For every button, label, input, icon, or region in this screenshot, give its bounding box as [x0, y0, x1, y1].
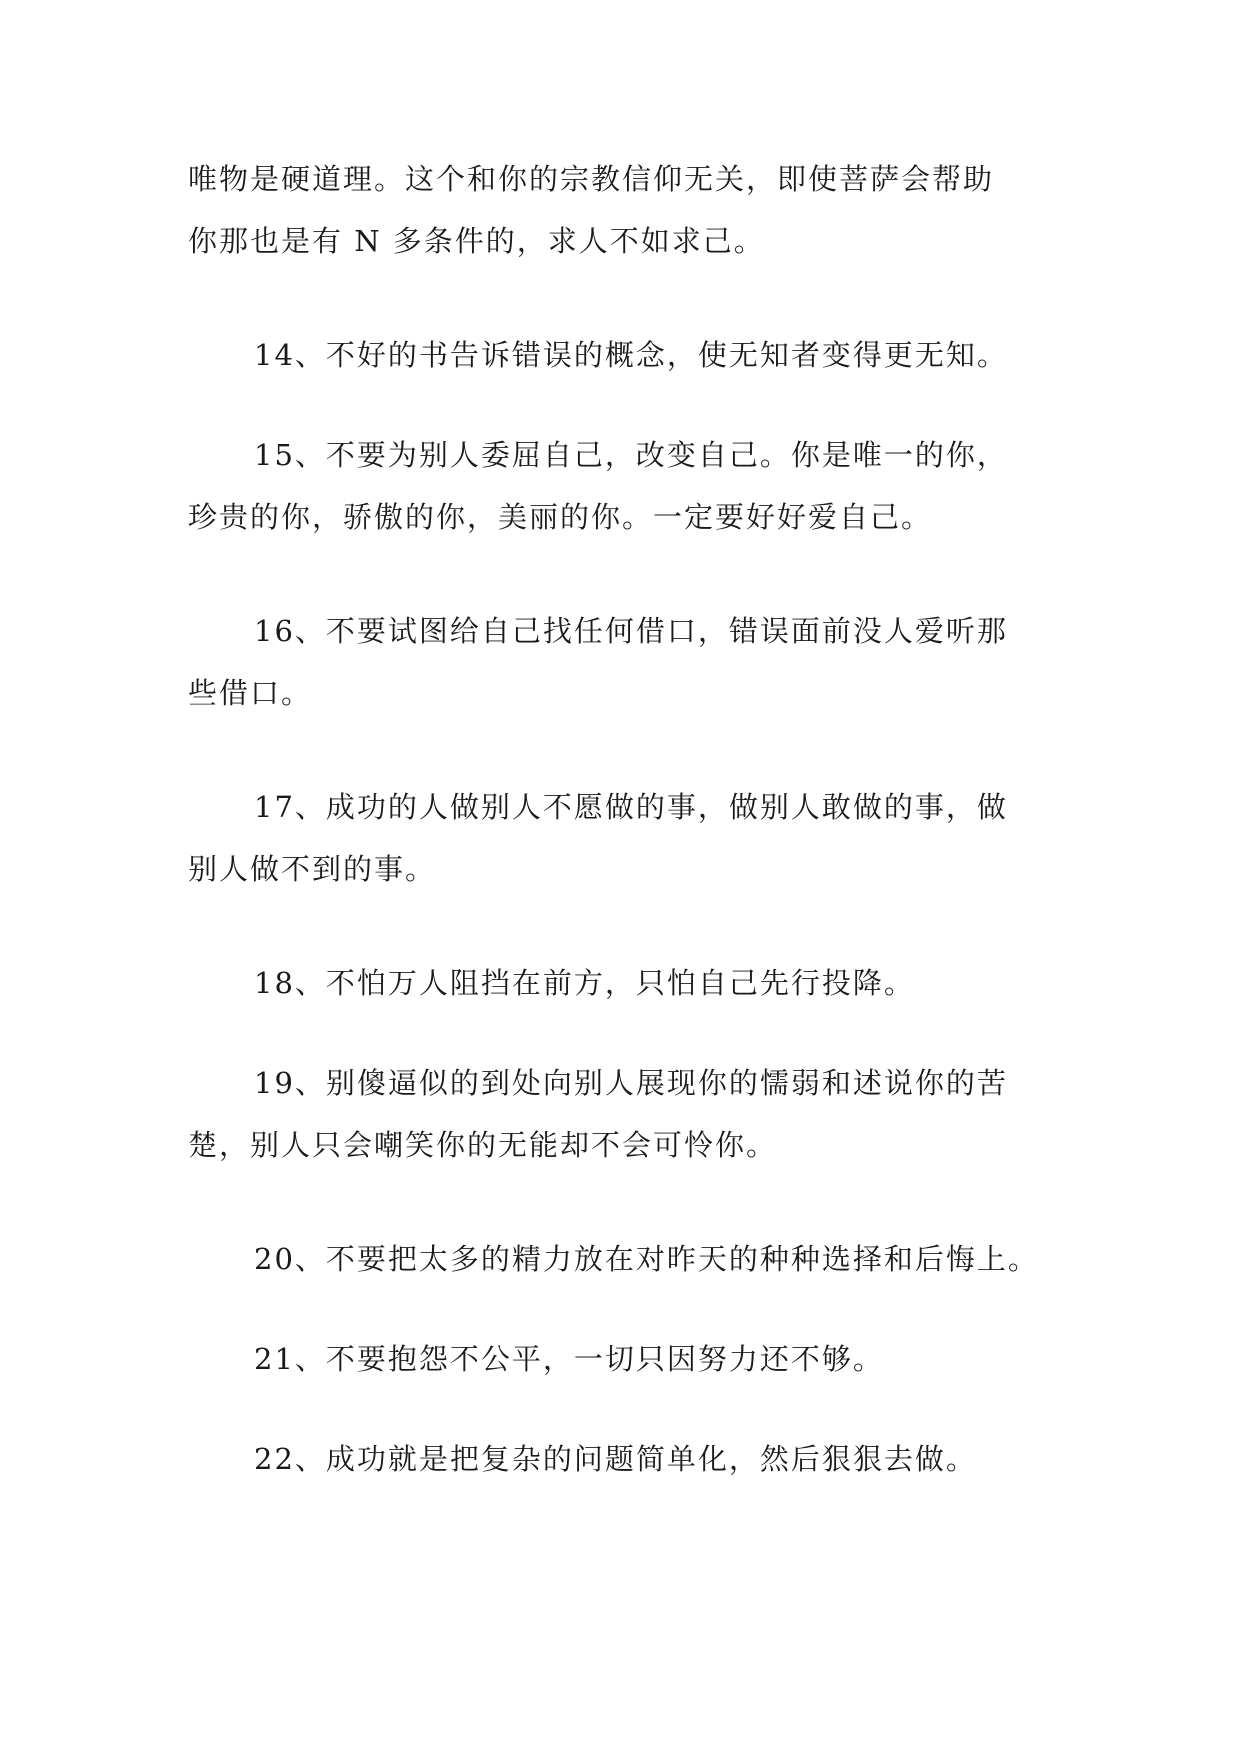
text-line: 22、成功就是把复杂的问题简单化，然后狠狠去做。	[254, 1442, 977, 1476]
text-line: 15、不要为别人委屈自己，改变自己。你是唯一的你，	[254, 438, 1008, 472]
paragraph-item-22	[188, 1428, 1068, 1490]
paragraph-item-21	[188, 1328, 1068, 1390]
paragraph-item-19	[188, 1052, 1068, 1176]
text-line: 17、成功的人做别人不愿做的事，做别人敢做的事，做	[254, 790, 1008, 824]
text-line: 珍贵的你，骄傲的你，美丽的你。一定要好好爱自己。	[188, 500, 933, 534]
paragraph-item-15	[188, 424, 1068, 548]
paragraph-item-17	[188, 776, 1068, 900]
text-line: 20、不要把太多的精力放在对昨天的种种选择和后悔上。	[254, 1242, 1039, 1276]
text-line: 楚，别人只会嘲笑你的无能却不会可怜你。	[188, 1128, 778, 1162]
text-line: 别人做不到的事。	[188, 852, 437, 886]
paragraph-item-20	[188, 1228, 1068, 1290]
text-line: 18、不怕万人阻挡在前方，只怕自己先行投降。	[254, 966, 915, 1000]
paragraph-item-14	[188, 324, 1068, 386]
text-line: 16、不要试图给自己找任何借口，错误面前没人爱听那	[254, 614, 1008, 648]
text-line: 你那也是有 N 多条件的，求人不如求己。	[188, 224, 765, 258]
paragraph-item-16	[188, 600, 1068, 724]
text-line: 些借口。	[188, 676, 313, 710]
paragraph-continuation	[188, 148, 1068, 272]
text-line: 唯物是硬道理。这个和你的宗教信仰无关，即使菩萨会帮助	[188, 162, 995, 196]
text-line: 21、不要抱怨不公平，一切只因努力还不够。	[254, 1342, 884, 1376]
paragraph-item-18	[188, 952, 1068, 1014]
text-line: 19、别傻逼似的到处向别人展现你的懦弱和述说你的苦	[254, 1066, 1008, 1100]
text-line: 14、不好的书告诉错误的概念，使无知者变得更无知。	[254, 338, 1008, 372]
